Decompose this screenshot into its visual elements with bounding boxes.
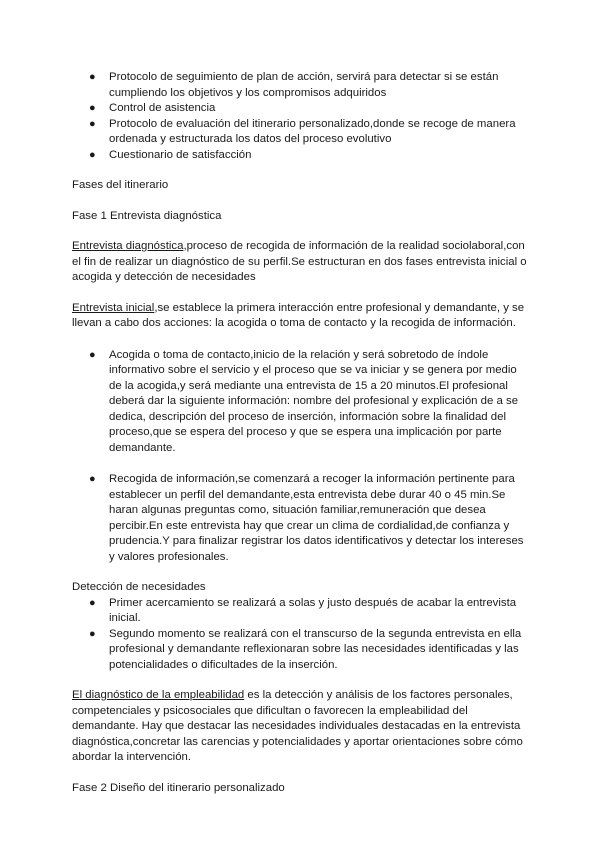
- list-item: ● Primer acercamiento se realizará a solas y justo después de acabar la entrevista inicial.: [89, 596, 517, 624]
- list-item: ● Recogida de información,se comenzará a recoger la información pertinente para establecer un perfil del demandante,esta entrevista debe durar 40 o 45 min.Se haran algunas preguntas como, situación familiar,remuneración que desea percibir.En este entrevista hay que crear un clima de cordialidad,de confianza y prudencia.Y para finalizar registrar los datos identificativos y detectar los intereses y valores profesionales.: [89, 473, 524, 563]
- bullet-icon: ●: [89, 473, 96, 485]
- bullet-icon: ●: [89, 102, 96, 114]
- list-item: ● Cuestionario de satisfacción: [72, 148, 528, 164]
- inicial-bullet-list: [72, 348, 528, 566]
- document-page: [72, 70, 528, 796]
- bullet-icon: ●: [89, 348, 96, 361]
- bullet-icon: ●: [89, 148, 96, 161]
- deteccion-heading: Detección de necesidades: [72, 581, 206, 593]
- phases-heading: Fases del itinerario: [72, 179, 169, 191]
- bullet-icon: ●: [89, 596, 96, 609]
- paragraph-entrevista-diagnostica: Entrevista diagnóstica,proceso de recogida de información de la realidad sociolaboral,con el fin de realizar un diagnóstico de su perfil.Se estructuran en dos fases entrevista inicial o acogida y detección de necesidades: [72, 240, 527, 283]
- bullet-icon: ●: [89, 117, 96, 130]
- list-item: ● Segundo momento se realizará con el transcurso de la segunda entrevista en ella profesional y demandante reflexionaran sobre las necesidades identificadas y las potencialidades o dificultades de la inserción.: [89, 627, 522, 671]
- bullet-icon: ●: [89, 71, 96, 83]
- list-item: ● Protocolo de seguimiento de plan de acción, servirá para detectar si se están cumpliendo los objetivos y los compromisos adquiridos: [89, 71, 499, 99]
- underlined-term: El diagnóstico de la empleabilidad: [72, 689, 245, 701]
- underlined-term: Entrevista diagnóstica: [72, 240, 184, 252]
- paragraph-entrevista-inicial: Entrevista inicial,se establece la primera interacción entre profesional y demandante, y se llevan a cabo dos acciones: la acogida o toma de contacto y la recogida de información.: [72, 301, 525, 329]
- top-bullet-list: [72, 70, 528, 163]
- list-item: ● Acogida o toma de contacto,inicio de la relación y será sobretodo de índole informativo sobre el servicio y el proceso que se va iniciar y se genera por medio de la acogida,y será mediante una entrevista de 15 a 20 minutos.El profesional deberá dar la siguiente información: nombre del profesional y explicación de a se dedica, descripción del proceso de inserción, información sobre la finalidad del proceso,que se espera del proceso y que se espera una implicación por parte demandante.: [89, 348, 519, 454]
- list-item: ● Protocolo de evaluación del itinerario personalizado,donde se recoge de manera ordenada y estructurada los datos del proceso evolutivo: [89, 117, 516, 145]
- phase1-heading: Fase 1 Entrevista diagnóstica: [72, 209, 222, 222]
- deteccion-bullet-list: [72, 596, 528, 674]
- bullet-icon: ●: [89, 627, 96, 640]
- paragraph-empleabilidad: El diagnóstico de la empleabilidad es la detección y análisis de los factores personales, competenciales y psicosociales que dificultan o favorecen la empleabilidad del demandante. Hay que destacar las necesidades individuales destacadas en la entrevista diagnóstica,concretar las carencias y potencialidades y aportar orientaciones sobre cómo abordar la intervención.: [72, 689, 523, 763]
- list-item: ● Control de asistencia: [72, 101, 528, 117]
- underlined-term: Entrevista inicial: [72, 301, 155, 314]
- phase2-heading: Fase 2 Diseño del itinerario personalizado: [72, 781, 285, 794]
